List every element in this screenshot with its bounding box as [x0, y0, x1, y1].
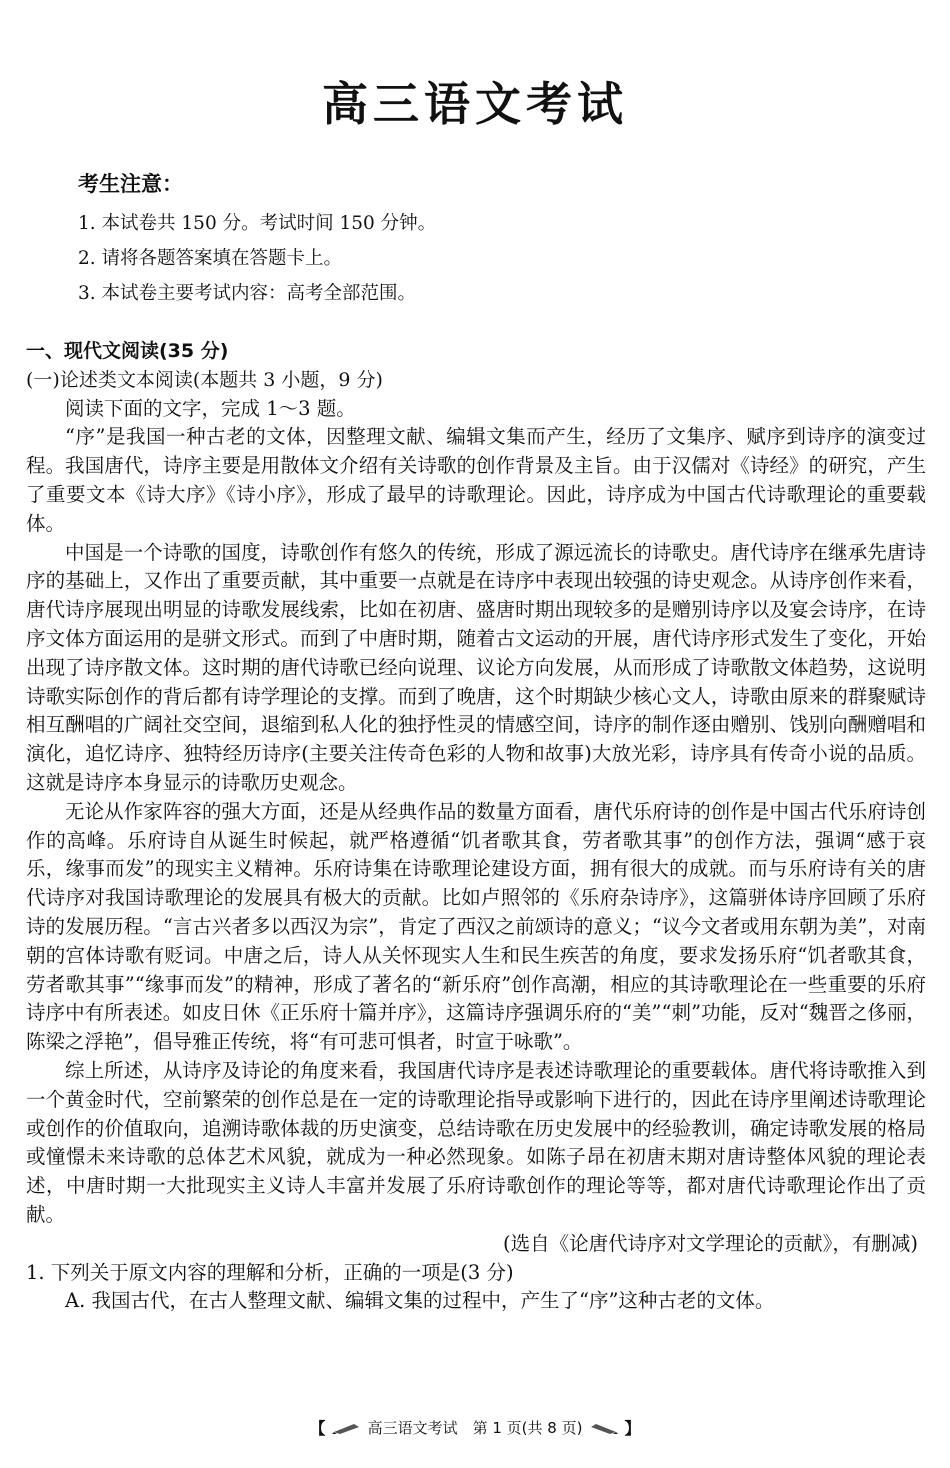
- pen-right-icon: [588, 1421, 618, 1435]
- subsection-heading: (一)论述类文本阅读(本题共 3 小题，9 分): [26, 368, 383, 391]
- notice-heading: 考生注意：: [78, 172, 183, 196]
- passage-source: (选自《论唐代诗序对文学理论的贡献》，有删减): [503, 1231, 918, 1255]
- notice-item: 3. 本试卷主要考试内容：高考全部范围。: [78, 283, 417, 304]
- footer-right-bracket: 】: [624, 1419, 641, 1438]
- section-heading: 一、现代文阅读(35 分): [26, 340, 229, 362]
- page-title: 高三语文考试: [322, 77, 628, 131]
- exam-notice: [78, 168, 898, 311]
- passage-paragraph: 综上所述，从诗序及诗论的角度来看，我国唐代诗序是表述诗歌理论的重要载体。唐代将诗歌推入到一个黄金时代，空前繁荣的创作总是在一定的诗歌理论指导或影响下进行的，因此在诗序里阐述诗歌理论或创作的价值取向，追溯诗歌体裁的历史演变，总结诗歌在历史发展中的经验教训，确定诗歌发展的格局或憧憬未来诗歌的总体艺术风貌，就成为一种必然现象。如陈子昂在初唐末期对唐诗整体风貌的理论表述，中唐时期一大批现实主义诗人丰富并发展了乐府诗歌创作的理论等等，都对唐代诗歌理论作出了贡献。: [26, 1058, 926, 1226]
- pen-left-icon: [332, 1421, 362, 1435]
- passage-paragraph: 无论从作家阵容的强大方面，还是从经典作品的数量方面看，唐代乐府诗的创作是中国古代乐府诗创作的高峰。乐府诗自从诞生时候起，就严格遵循“饥者歌其食，劳者歌其事”的创作方法，强调“感于哀乐，缘事而发”的现实主义精神。乐府诗集在诗歌理论建设方面，拥有很大的成就。而与乐府诗有关的唐代诗序对我国诗歌理论的发展具有极大的贡献。比如卢照邻的《乐府杂诗序》，这篇骈体诗序回顾了乐府诗的发展历程。“言古兴者多以西汉为宗”，肯定了西汉之前颂诗的意义；“议今文者或用东朝为美”，对南朝的宫体诗歌有贬词。中唐之后，诗人从关怀现实人生和民生疾苦的角度，要求发扬乐府“饥者歌其食，劳者歌其事”“缘事而发”的精神，形成了著名的“新乐府”创作高潮，相应的其诗歌理论在一些重要的乐府诗序中有所表述。如皮日休《正乐府十篇并序》，这篇诗序强调乐府的“美”“刺”功能，反对“魏晋之侈丽，陈梁之浮艳”，倡导雅正传统，将“有可悲可惧者，时宣于咏歌”。: [26, 799, 926, 1054]
- reading-section: [26, 337, 926, 1316]
- footer-text: 高三语文考试 第 1 页(共 8 页): [367, 1419, 583, 1437]
- page-footer: [0, 1416, 950, 1439]
- notice-item: 1. 本试卷共 150 分。考试时间 150 分钟。: [78, 213, 437, 234]
- passage-paragraph: “序”是我国一种古老的文体，因整理文献、编辑文集而产生，经历了文集序、赋序到诗序的演变过程。我国唐代，诗序主要是用散体文介绍有关诗歌的创作背景及主旨。由于汉儒对《诗经》的研究，产生了重要文本《诗大序》《诗小序》，形成了最早的诗歌理论。因此，诗序成为中国古代诗歌理论的重要载体。: [26, 425, 926, 535]
- answer-option-a: A. 我国古代，在古人整理文献、编辑文集的过程中，产生了“序”这种古老的文体。: [65, 1289, 775, 1313]
- reading-instruction: 阅读下面的文字，完成 1～3 题。: [65, 396, 356, 420]
- passage-paragraph: 中国是一个诗歌的国度，诗歌创作有悠久的传统，形成了源远流长的诗歌史。唐代诗序在继承先唐诗序的基础上，又作出了重要贡献，其中重要一点就是在诗序中表现出较强的诗史观念。从诗序创作来看，唐代诗序展现出明显的诗歌发展线索，比如在初唐、盛唐时期出现较多的是赠别诗序以及宴会诗序，在诗序文体方面运用的是骈文形式。而到了中唐时期，随着古文运动的开展，唐代诗序形式发生了变化，开始出现了诗序散文体。这时期的唐代诗歌已经向说理、议论方向发展，从而形成了诗歌散文体趋势，这说明诗歌实际创作的背后都有诗学理论的支撑。而到了晚唐，这个时期缺少核心文人，诗歌由原来的群聚赋诗相互酬唱的广阔社交空间，退缩到私人化的独抒性灵的情感空间，诗序的制作逐由赠别、饯别向酬赠唱和演化，追忆诗序、独特经历诗序(主要关注传奇色彩的人物和故事)大放光彩，诗序具有传奇小说的品质。这就是诗序本身显示的诗歌历史观念。: [26, 540, 926, 794]
- footer-left-bracket: 【: [309, 1419, 326, 1438]
- notice-item: 2. 请将各题答案填在答题卡上。: [78, 248, 343, 269]
- question-stem: 1. 下列关于原文内容的理解和分析，正确的一项是(3 分): [26, 1260, 514, 1284]
